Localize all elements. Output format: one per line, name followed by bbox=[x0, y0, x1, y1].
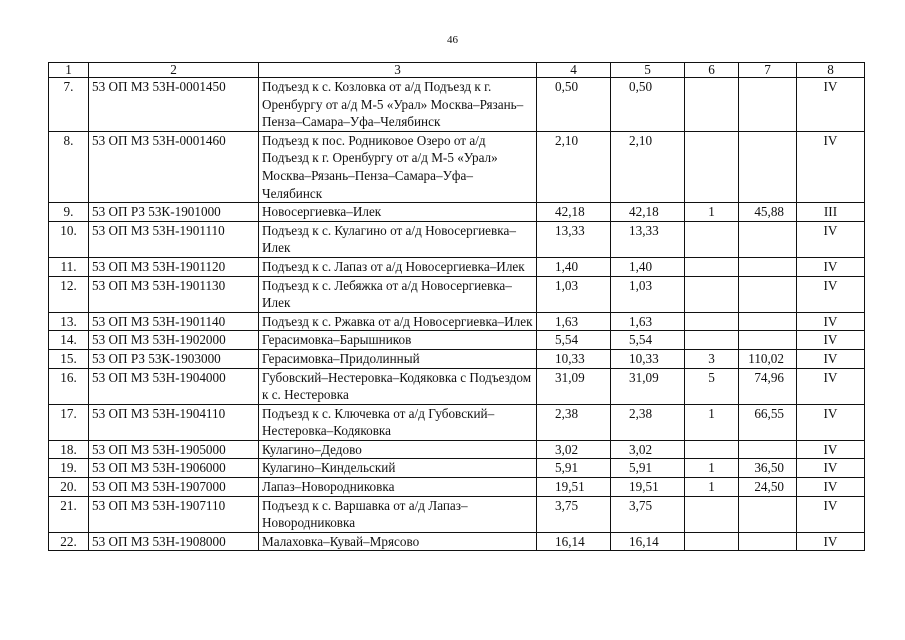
road-name: Подъезд к с. Ржавка от а/д Новосергиевка–Илек bbox=[259, 312, 537, 331]
bridges-count bbox=[685, 532, 739, 551]
bridges-length: 45,88 bbox=[739, 203, 797, 222]
bridges-length bbox=[739, 131, 797, 202]
road-code: 53 ОП РЗ 53К-1903000 bbox=[89, 349, 259, 368]
row-number: 9. bbox=[49, 203, 89, 222]
road-category: IV bbox=[797, 331, 865, 350]
header-row bbox=[49, 63, 865, 78]
bridges-count: 5 bbox=[685, 368, 739, 404]
road-name: Малаховка–Кувай–Мрясово bbox=[259, 532, 537, 551]
road-name: Подъезд к с. Варшавка от а/д Лапаз–Новородниковка bbox=[259, 496, 537, 532]
length-value: 1,03 bbox=[537, 276, 611, 312]
bridges-count bbox=[685, 440, 739, 459]
table-row bbox=[49, 257, 865, 276]
header-cell: 1 bbox=[49, 63, 89, 78]
bridges-count: 1 bbox=[685, 203, 739, 222]
row-number: 11. bbox=[49, 257, 89, 276]
length-value: 13,33 bbox=[537, 221, 611, 257]
bridges-count bbox=[685, 221, 739, 257]
row-number: 20. bbox=[49, 478, 89, 497]
header-cell: 2 bbox=[89, 63, 259, 78]
bridges-length: 36,50 bbox=[739, 459, 797, 478]
bridges-count bbox=[685, 331, 739, 350]
road-category: IV bbox=[797, 312, 865, 331]
bridges-count bbox=[685, 78, 739, 132]
bridges-length bbox=[739, 78, 797, 132]
road-name: Кулагино–Киндельский bbox=[259, 459, 537, 478]
length-paved-value: 19,51 bbox=[611, 478, 685, 497]
length-paved-value: 3,02 bbox=[611, 440, 685, 459]
road-name: Новосергиевка–Илек bbox=[259, 203, 537, 222]
bridges-count: 1 bbox=[685, 459, 739, 478]
length-paved-value: 1,63 bbox=[611, 312, 685, 331]
bridges-count bbox=[685, 131, 739, 202]
road-code: 53 ОП МЗ 53Н-0001460 bbox=[89, 131, 259, 202]
road-category: IV bbox=[797, 440, 865, 459]
row-number: 8. bbox=[49, 131, 89, 202]
bridges-length: 24,50 bbox=[739, 478, 797, 497]
length-paved-value: 42,18 bbox=[611, 203, 685, 222]
table-row bbox=[49, 349, 865, 368]
bridges-length: 110,02 bbox=[739, 349, 797, 368]
road-category: III bbox=[797, 203, 865, 222]
length-value: 2,38 bbox=[537, 404, 611, 440]
length-value: 1,63 bbox=[537, 312, 611, 331]
road-name: Герасимовка–Придолинный bbox=[259, 349, 537, 368]
length-paved-value: 2,10 bbox=[611, 131, 685, 202]
table-row bbox=[49, 496, 865, 532]
road-code: 53 ОП МЗ 53Н-1901130 bbox=[89, 276, 259, 312]
table-row bbox=[49, 221, 865, 257]
row-number: 14. bbox=[49, 331, 89, 350]
road-name: Подъезд к с. Ключевка от а/д Губовский–Нестеровка–Кодяковка bbox=[259, 404, 537, 440]
row-number: 19. bbox=[49, 459, 89, 478]
row-number: 22. bbox=[49, 532, 89, 551]
road-code: 53 ОП МЗ 53Н-1908000 bbox=[89, 532, 259, 551]
row-number: 13. bbox=[49, 312, 89, 331]
road-code: 53 ОП МЗ 53Н-1901120 bbox=[89, 257, 259, 276]
road-category: IV bbox=[797, 276, 865, 312]
table-row bbox=[49, 440, 865, 459]
road-code: 53 ОП МЗ 53Н-1901110 bbox=[89, 221, 259, 257]
roads-table bbox=[48, 62, 865, 551]
length-value: 10,33 bbox=[537, 349, 611, 368]
table-row bbox=[49, 312, 865, 331]
length-paved-value: 13,33 bbox=[611, 221, 685, 257]
row-number: 10. bbox=[49, 221, 89, 257]
header-cell: 3 bbox=[259, 63, 537, 78]
road-code: 53 ОП МЗ 53Н-0001450 bbox=[89, 78, 259, 132]
table-row bbox=[49, 276, 865, 312]
road-name: Подъезд к с. Козловка от а/д Подъезд к г. Оренбургу от а/д М-5 «Урал» Москва–Рязань–Пенза–Самара–Уфа–Челябинск bbox=[259, 78, 537, 132]
header-cell: 4 bbox=[537, 63, 611, 78]
bridges-length bbox=[739, 221, 797, 257]
table-row bbox=[49, 368, 865, 404]
bridges-length bbox=[739, 532, 797, 551]
road-name: Лапаз–Новородниковка bbox=[259, 478, 537, 497]
road-code: 53 ОП МЗ 53Н-1905000 bbox=[89, 440, 259, 459]
length-paved-value: 16,14 bbox=[611, 532, 685, 551]
road-name: Подъезд к с. Лапаз от а/д Новосергиевка–Илек bbox=[259, 257, 537, 276]
table-row bbox=[49, 459, 865, 478]
road-name: Подъезд к с. Лебяжка от а/д Новосергиевка–Илек bbox=[259, 276, 537, 312]
road-name: Кулагино–Дедово bbox=[259, 440, 537, 459]
length-paved-value: 10,33 bbox=[611, 349, 685, 368]
header-cell: 7 bbox=[739, 63, 797, 78]
bridges-length: 66,55 bbox=[739, 404, 797, 440]
bridges-count bbox=[685, 276, 739, 312]
bridges-length bbox=[739, 276, 797, 312]
length-value: 42,18 bbox=[537, 203, 611, 222]
row-number: 18. bbox=[49, 440, 89, 459]
row-number: 21. bbox=[49, 496, 89, 532]
header-cell: 8 bbox=[797, 63, 865, 78]
road-code: 53 ОП МЗ 53Н-1901140 bbox=[89, 312, 259, 331]
table-row bbox=[49, 478, 865, 497]
road-name: Подъезд к с. Кулагино от а/д Новосергиевка–Илек bbox=[259, 221, 537, 257]
road-category: IV bbox=[797, 257, 865, 276]
table-row bbox=[49, 331, 865, 350]
road-code: 53 ОП МЗ 53Н-1904000 bbox=[89, 368, 259, 404]
table-row bbox=[49, 203, 865, 222]
road-category: IV bbox=[797, 78, 865, 132]
bridges-count bbox=[685, 312, 739, 331]
length-paved-value: 2,38 bbox=[611, 404, 685, 440]
road-category: IV bbox=[797, 532, 865, 551]
length-paved-value: 3,75 bbox=[611, 496, 685, 532]
bridges-length bbox=[739, 257, 797, 276]
table-row bbox=[49, 532, 865, 551]
bridges-count bbox=[685, 257, 739, 276]
row-number: 16. bbox=[49, 368, 89, 404]
bridges-length bbox=[739, 331, 797, 350]
road-category: IV bbox=[797, 131, 865, 202]
bridges-length bbox=[739, 496, 797, 532]
row-number: 17. bbox=[49, 404, 89, 440]
bridges-length bbox=[739, 312, 797, 331]
length-paved-value: 1,03 bbox=[611, 276, 685, 312]
length-paved-value: 5,91 bbox=[611, 459, 685, 478]
road-code: 53 ОП МЗ 53Н-1907110 bbox=[89, 496, 259, 532]
length-value: 0,50 bbox=[537, 78, 611, 132]
road-category: IV bbox=[797, 368, 865, 404]
table-row bbox=[49, 78, 865, 132]
row-number: 7. bbox=[49, 78, 89, 132]
road-code: 53 ОП РЗ 53К-1901000 bbox=[89, 203, 259, 222]
length-value: 2,10 bbox=[537, 131, 611, 202]
road-category: IV bbox=[797, 221, 865, 257]
row-number: 12. bbox=[49, 276, 89, 312]
length-paved-value: 5,54 bbox=[611, 331, 685, 350]
row-number: 15. bbox=[49, 349, 89, 368]
road-category: IV bbox=[797, 459, 865, 478]
road-category: IV bbox=[797, 404, 865, 440]
road-code: 53 ОП МЗ 53Н-1902000 bbox=[89, 331, 259, 350]
road-name: Губовский–Нестеровка–Кодяковка с Подъездом к с. Нестеровка bbox=[259, 368, 537, 404]
table-row bbox=[49, 131, 865, 202]
page-number: 46 bbox=[447, 34, 458, 46]
bridges-count bbox=[685, 496, 739, 532]
bridges-length bbox=[739, 440, 797, 459]
length-paved-value: 1,40 bbox=[611, 257, 685, 276]
length-value: 31,09 bbox=[537, 368, 611, 404]
length-paved-value: 31,09 bbox=[611, 368, 685, 404]
road-name: Герасимовка–Барышников bbox=[259, 331, 537, 350]
length-value: 5,54 bbox=[537, 331, 611, 350]
header-cell: 5 bbox=[611, 63, 685, 78]
road-code: 53 ОП МЗ 53Н-1906000 bbox=[89, 459, 259, 478]
header-cell: 6 bbox=[685, 63, 739, 78]
length-value: 1,40 bbox=[537, 257, 611, 276]
length-value: 3,75 bbox=[537, 496, 611, 532]
length-paved-value: 0,50 bbox=[611, 78, 685, 132]
road-category: IV bbox=[797, 496, 865, 532]
length-value: 16,14 bbox=[537, 532, 611, 551]
length-value: 19,51 bbox=[537, 478, 611, 497]
bridges-length: 74,96 bbox=[739, 368, 797, 404]
length-value: 5,91 bbox=[537, 459, 611, 478]
bridges-count: 1 bbox=[685, 404, 739, 440]
bridges-count: 3 bbox=[685, 349, 739, 368]
road-name: Подъезд к пос. Родниковое Озеро от а/д Подъезд к г. Оренбургу от а/д М-5 «Урал» Москва–Рязань–Пенза–Самара–Уфа–Челябинск bbox=[259, 131, 537, 202]
road-category: IV bbox=[797, 478, 865, 497]
length-value: 3,02 bbox=[537, 440, 611, 459]
table-row bbox=[49, 404, 865, 440]
road-code: 53 ОП МЗ 53Н-1907000 bbox=[89, 478, 259, 497]
road-category: IV bbox=[797, 349, 865, 368]
bridges-count: 1 bbox=[685, 478, 739, 497]
table-body bbox=[49, 78, 865, 551]
road-code: 53 ОП МЗ 53Н-1904110 bbox=[89, 404, 259, 440]
